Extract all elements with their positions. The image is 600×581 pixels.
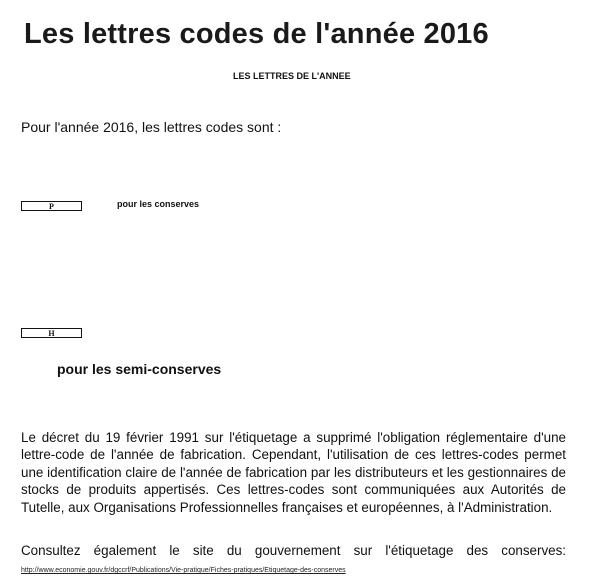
code-letter-box-semi-conserves bbox=[21, 328, 82, 338]
section-heading: LES LETTRES DE L'ANNEE bbox=[233, 71, 351, 81]
intro-text: Pour l'année 2016, les lettres codes sont : bbox=[21, 119, 282, 135]
code-letter-box-conserves bbox=[21, 201, 82, 211]
footer-note bbox=[21, 542, 566, 580]
page-title: Les lettres codes de l'année 2016 bbox=[24, 18, 489, 50]
code-letter-p: P bbox=[49, 201, 54, 211]
code-label-conserves: pour les conserves bbox=[117, 199, 200, 209]
government-site-link[interactable]: http://www.economie.gouv.fr/dgccrf/Publications/Vie-pratique/Fiches-pratiques/Etiquetage-des-conserves bbox=[21, 567, 346, 575]
footer-text: Consultez également le site du gouvernement sur l'étiquetage des conserves: bbox=[21, 543, 566, 558]
code-letter-h: H bbox=[48, 328, 55, 338]
decree-paragraph: Le décret du 19 février 1991 sur l'étiquetage a supprimé l'obligation réglementaire d'une lettre-code de l'année de fabrication. Cependant, l'utilisation de ces lettres-codes permet une identification claire de l'année de fabrication par les distributeurs et les gestionnaires de stocks de produits appertisés. Ces lettres-codes sont communiquées aux Autorités de Tutelle, aux Organisations Professionnelles françaises et européennes, à l'Administration. bbox=[21, 430, 566, 515]
code-label-semi-conserves: pour les semi-conserves bbox=[57, 361, 222, 377]
